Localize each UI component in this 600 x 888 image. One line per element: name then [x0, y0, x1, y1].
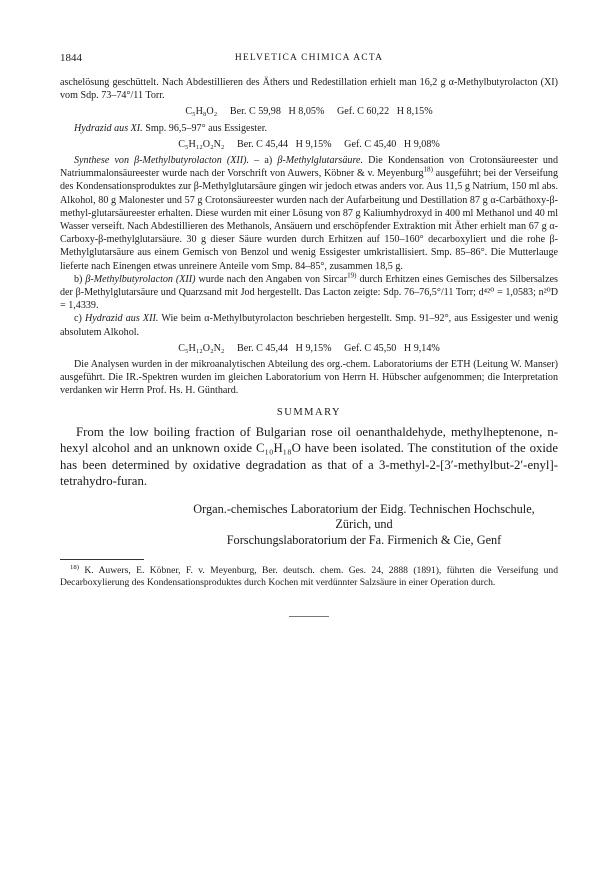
paragraph-synthesis-a	[60, 154, 558, 273]
paragraph-acknowledgement: Die Analysen wurden in der mikroanalytischen Abteilung des org.-chem. Laboratoriums der ETH (Leitung W. Manser) ausgeführt. Die IR.-Spektren wurden im gleichen Laboratorium von Herrn H. Hübscher aufgenommen; die Interpretation verdanken wir Herrn Prof. Hs. H. Günthard.	[60, 359, 558, 397]
synthesis-text-intro: Die Kondensation von Crotonsäureester und Natriummalonsäureester wurde nach der Vorschrift von Auwers, Köbner & v. Meyenburg	[60, 155, 558, 180]
summary-heading: SUMMARY	[276, 406, 342, 418]
hydrazide-xi-line	[60, 122, 558, 135]
footnote-ref-19: 19)	[347, 271, 357, 280]
end-of-article-rule	[289, 616, 329, 617]
part-b-marker: b)	[74, 273, 86, 285]
page-number: 1844	[60, 52, 82, 64]
footnote-mark: 18)	[70, 563, 79, 571]
part-b-text-1: wurde nach den Angaben von Sircar	[195, 273, 348, 285]
hydrazide-xi-label: Hydrazid aus XI.	[74, 122, 143, 134]
part-b-text-2: durch Erhitzen eines Gemisches des Silbersalzes der β-Methylglutarsäure und Quarzsand mit Jod hergestellt. Das Lacton zeigte: Sdp. 76–76,5°/11 Torr; d⁴²⁰ = 1,0583; n²⁰D = 1,4339.	[60, 273, 558, 312]
summary-text: From the low boiling fraction of Bulgarian rose oil oenanthaldehyde, methylheptenone, n-hexyl alcohol and an unknown oxide C₁₀H₁₈O have been isolated. The constitution of the oxide has been determined by oxidative degradation as that of a 3-methyl-2-[3′-methylbut-2′-enyl]-tetrahydro-furan.	[60, 424, 558, 489]
affiliation	[60, 502, 558, 549]
affiliation-line-2: Zürich, und	[335, 517, 393, 532]
analysis-found: Gef. C 45,40 H 9,08%	[344, 138, 440, 150]
footnote-rule	[60, 559, 144, 560]
part-b-label: β-Methylbutyrolacton (XII)	[85, 273, 196, 285]
affiliation-line-3: Forschungslaboratorium der Fa. Firmenich & Cie, Genf	[226, 533, 502, 548]
affiliation-line-1: Organ.-chemisches Laboratorium der Eidg. Technischen Hochschule,	[193, 501, 535, 516]
hydrazide-xi-text: Smp. 96,5–97° aus Essigester.	[142, 122, 268, 134]
analysis-found: Gef. C 45,50 H 9,14%	[344, 342, 440, 354]
synthesis-part-a-marker: – a)	[249, 155, 278, 167]
analysis-formula: C₅H₁₂O₂N₂	[178, 342, 225, 354]
analysis-calculated: Ber. C 45,44 H 9,15%	[237, 342, 332, 354]
footnote-ref-18: 18)	[423, 165, 433, 174]
elemental-analysis-2	[60, 138, 558, 151]
elemental-analysis-1	[60, 105, 558, 118]
paragraph-lactone-distillation: aschelösung geschüttelt. Nach Abdestillieren des Äthers und Redestillation erhielt man 16,2 g α-Methylbutyrolacton (XI) vom Sdp. 73–74°/11 Torr.	[60, 77, 558, 102]
paragraph-synthesis-b	[60, 273, 558, 313]
running-head	[60, 52, 558, 68]
synthesis-text-body: ausgeführt; bei der Verseifung des Kondensationsproduktes zur β-Methylglutarsäure gingen wir jedoch etwas anders vor. Aus 11,5 g Natrium, 150 ml abs. Alkohol, 80 g Malonester und 57 g Crotonsäureester wurden nach der Aufarbeitung und Destillation 87 g α-Carbäthoxy-β-methyl-glutarsäureester erhalten. Diese wurden mit einer Lösung von 87 g Kaliumhydroxyd in 400 ml Methanol und 40 ml Wasser verseift. Nach Abdestillieren des Methanols, Ansäuern und erschöpfender Extraktion mit Äther erhielt man 67 g α-Carboxy-β-methylglutarsäure. 30 g dieser Säure wurden durch Erhitzen auf 150–160° decarboxyliert und die rohe β-Methylglutarsäure aus einem Gemisch von Benzol und wenig Essigester umkristallisiert. Smp. 85–86°. Die Mutterlauge lieferte nach Einengen etwas unreinere Anteile vom Smp. 84–85°, zusammen 18,5 g.	[60, 168, 559, 272]
paper-page	[60, 52, 558, 617]
analysis-formula: C₅H₁₂O₂N₂	[178, 138, 225, 150]
part-c-text: Wie beim α-Methylbutyrolacton beschrieben hergestellt. Smp. 91–92°, aus Essigester und wenig absolutem Alkohol.	[60, 313, 558, 338]
analysis-formula: C₅H₈O₂	[185, 106, 218, 118]
footnote-18	[60, 565, 558, 590]
part-c-label: Hydrazid aus XII.	[85, 313, 159, 325]
analysis-found: Gef. C 60,22 H 8,15%	[337, 106, 433, 118]
paragraph-synthesis-c	[60, 312, 558, 338]
synthesis-subheading: β-Methylglutarsäure.	[277, 155, 364, 167]
analysis-calculated: Ber. C 45,44 H 9,15%	[237, 138, 332, 150]
part-c-marker: c)	[74, 313, 86, 325]
journal-title: HELVETICA CHIMICA ACTA	[234, 53, 384, 63]
footnote-text: K. Auwers, E. Köbner, F. v. Meyenburg, Ber. deutsch. chem. Ges. 24, 2888 (1891), führten die Verseifung und Decarboxylierung des Kondensationsproduktes durch Kochen mit verdünnter Salzsäure in einer Operation durch.	[60, 565, 558, 589]
synthesis-heading: Synthese von β-Methylbutyrolacton (XII).	[74, 155, 250, 167]
elemental-analysis-3	[60, 342, 558, 355]
analysis-calculated: Ber. C 59,98 H 8,05%	[229, 106, 325, 118]
